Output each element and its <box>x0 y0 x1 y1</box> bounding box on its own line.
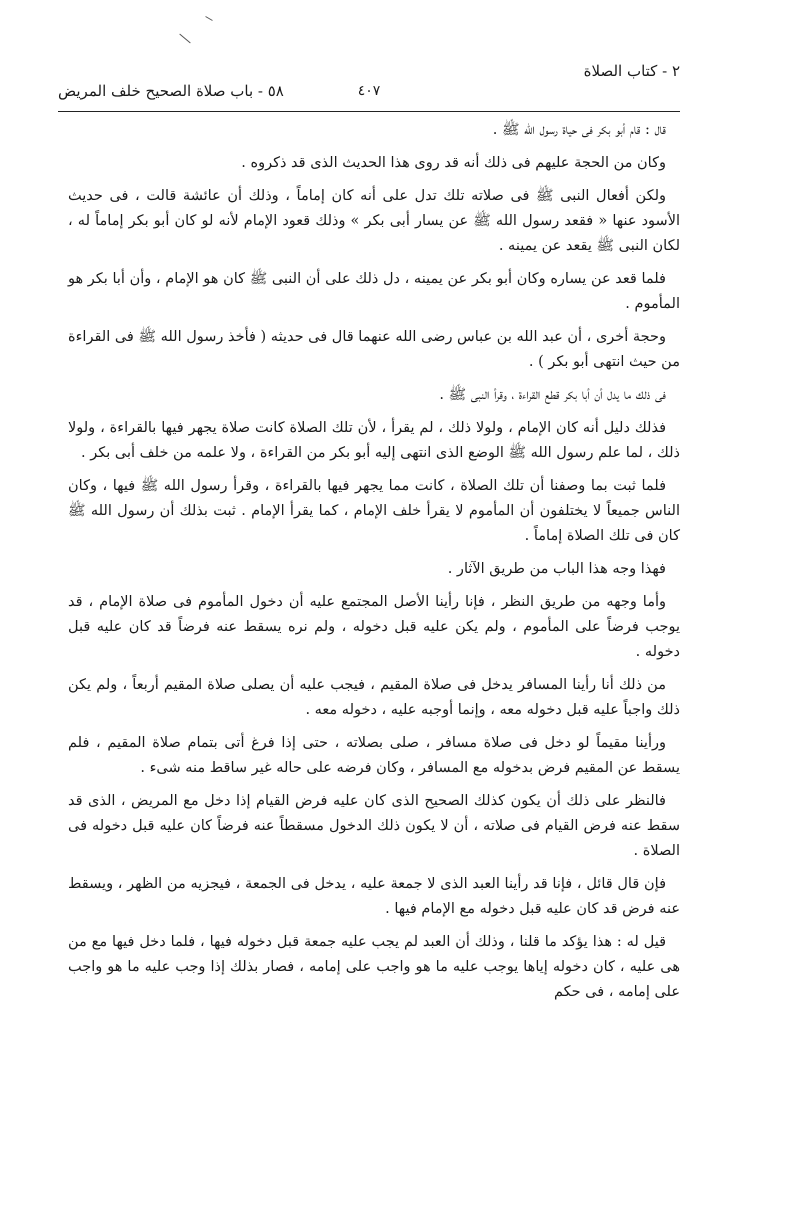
page-header <box>58 60 680 112</box>
paragraph: فلما قعد عن يساره وكان أبو بكر عن يمينه ، دل ذلك على أن النبى ﷺ كان هو الإمام ، وأن أبا بكر هو المأموم . <box>68 271 680 312</box>
paragraph: قال : قام أبو بكر فى حياة رسول الله ﷺ . <box>492 122 666 138</box>
paragraph: ورأينا مقيماً لو دخل فى صلاة مسافر ، صلى بصلاته ، حتى إذا فرغ أتى بتمام صلاة المقيم ، فلم يسقط عن المقيم فرض بدخوله مع المسافر ، وكان فرضه على حاله غير ساقط منه شىء . <box>68 735 680 776</box>
page-body <box>68 118 680 1013</box>
paragraph: ولكن أفعال النبى ﷺ فى صلاته تلك تدل على أنه كان إماماً ، وذلك أن عائشة قالت ، فى حديث الأسود عنها « فقعد رسول الله ﷺ عن يسار أبى بكر » وذلك قعود الإمام لأنه لو كان أبو بكر إماماً له ، لكان النبى ﷺ يقعد عن يمينه . <box>68 188 680 254</box>
scan-artifact <box>179 34 190 44</box>
paragraph: من ذلك أنا رأينا المسافر يدخل فى صلاة المقيم ، فيجب عليه أن يصلى صلاة المقيم أربعاً ، ولم يكن ذلك واجباً عليه قبل دخوله معه ، وإنما أوجبه عليه ، دخوله معه . <box>68 677 680 718</box>
paragraph: فلما ثبت بما وصفنا أن تلك الصلاة ، كانت مما يجهر فيها بالقراءة ، وقرأ رسول الله ﷺ فيها ، وكان الناس جميعاً لا يختلفون أن المأموم لا يقرأ خلف الإمام ، كما يقرأ الإمام . ثبت بذلك أن رسول الله ﷺ كان فى تلك الصلاة إماماً . <box>68 478 680 544</box>
header-divider <box>58 111 680 112</box>
paragraph: قيل له : هذا يؤكد ما قلنا ، وذلك أن العبد لم يجب عليه جمعة قبل دخوله فيها ، فلما دخل فيها مع من هى عليه ، كان دخوله إياها يوجب عليه ما هو واجب على إمامه ، فصار بذلك إذا وجب عليه ما هو واجب على إمامه ، فى حكم <box>68 934 680 1000</box>
paragraph: وأما وجهه من طريق النظر ، فإنا رأينا الأصل المجتمع عليه أن دخول المأموم فى صلاة الإمام ، قد يوجب فرضاً على المأموم ، ولم يكن عليه قبل دخوله ، ولم نره يسقط عنه فرضاً قد كان عليه قبل دخوله . <box>68 594 680 660</box>
paragraph: فذلك دليل أنه كان الإمام ، ولولا ذلك ، لم يقرأ ، لأن تلك الصلاة كانت صلاة يجهر فيها بالقراءة ، ولولا ذلك ، لما علم رسول الله ﷺ الوضع الذى انتهى إليه أبو بكر من القراءة ، ولا علمه من خلف أبى بكر . <box>68 420 680 461</box>
paragraph: فى ذلك ما يدل أن أبا بكر قطع القراءة ، وقرأ النبى ﷺ . <box>439 387 666 403</box>
paragraph: وحجة أخرى ، أن عبد الله بن عباس رضى الله عنهما قال فى حديثه ( فأخذ رسول الله ﷺ فى القراءة من حيث انتهى أبو بكر ) . <box>68 329 680 370</box>
book-title: ٢ - كتاب الصلاة <box>583 62 680 80</box>
scan-artifact <box>205 16 212 21</box>
paragraph: وكان من الحجة عليهم فى ذلك أنه قد روى هذا الحديث الذى قد ذكروه . <box>241 155 666 171</box>
page-number: ٤٠٧ <box>357 83 381 99</box>
paragraph: فهذا وجه هذا الباب من طريق الآثار . <box>447 561 666 577</box>
paragraph: فإن قال قائل ، فإنا قد رأينا العبد الذى لا جمعة عليه ، يدخل فى الجمعة ، فيجزيه من الظهر ، ويسقط عنه فرض قد كان عليه قبل دخوله مع الإمام فيها . <box>68 876 680 917</box>
paragraph: فالنظر على ذلك أن يكون كذلك الصحيح الذى كان عليه فرض القيام إذا دخل مع المريض ، الذى قد سقط عنه فرض القيام فى صلاته ، أن لا يكون ذلك الدخول مسقطاً عنه فرضاً كان عليه قبل دخوله فى الصلاة . <box>68 793 680 859</box>
chapter-title: ٥٨ - باب صلاة الصحيح خلف المريض <box>58 82 284 100</box>
